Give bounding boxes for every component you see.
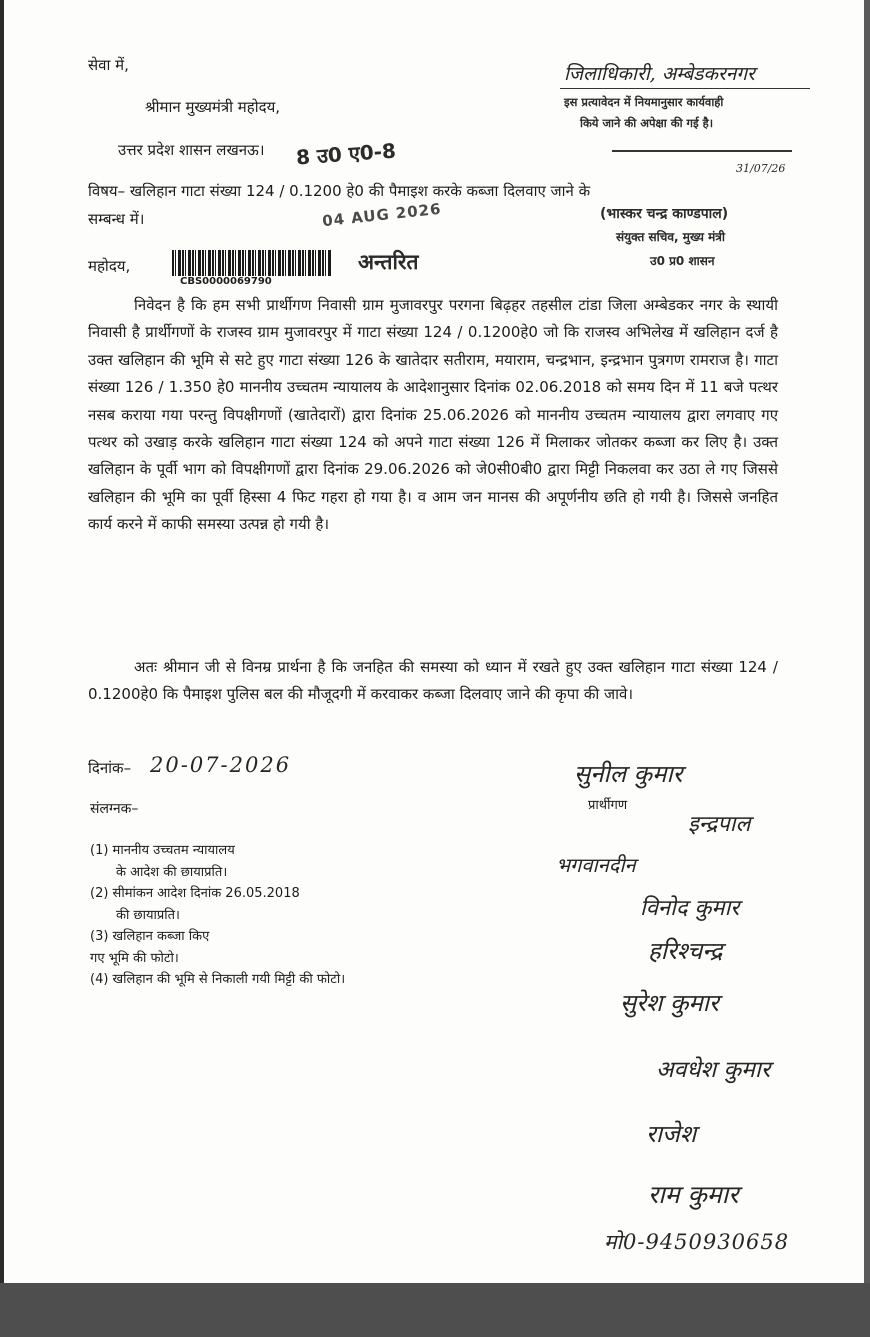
enclosure-item: (3) खलिहान कब्जा किए — [90, 929, 210, 944]
barcode-sticker — [172, 250, 332, 276]
endorsement-note-line1: इस प्रत्यावेदन में नियमानुसार कार्यवाही — [564, 95, 724, 109]
subject-line2: सम्बन्ध में। — [88, 210, 145, 228]
endorsement-note-line2: किये जाने की अपेक्षा की गई है। — [580, 116, 714, 130]
signature-3: भगवानदीन — [556, 853, 636, 877]
enclosure-item: (4) खलिहान की भूमि से निकाली गयी मिट्टी की फोटो। — [90, 972, 346, 987]
enclosure-label: संलग्नक– — [90, 801, 139, 817]
endorsement-sign-line — [612, 150, 792, 152]
contact-number: मो0-9450930658 — [604, 1230, 790, 1254]
body-paragraph-2: अतः श्रीमान जी से विनम्र प्रार्थना है कि जनहित की समस्या को ध्यान में रखते हुए उक्त खलिहान गाटा संख्या 124 / 0.1200हे0 कि पैमाइश पुलिस बल की मौजूदगी में करवाकर कब्जा दिलवाए जाने की कृपा की जावे। — [88, 658, 778, 704]
enclosure-list — [90, 840, 510, 991]
receipt-stamp-code: 8 उ0 ए0-8 — [295, 138, 397, 170]
signature-9: राम कुमार — [648, 1180, 739, 1209]
salutation: सेवा में, — [88, 56, 129, 74]
endorsement-date: 31/07/26 — [736, 162, 786, 175]
receipt-stamp-date: 04 AUG 2026 — [321, 199, 443, 231]
officer-office: उ0 प्र0 शासन — [650, 254, 715, 268]
officer-name: (भास्कर चन्द्र काण्डपाल) — [600, 206, 729, 222]
forwarded-stamp: अन्तरित — [358, 250, 419, 274]
enclosure-item: के आदेश की छायाप्रति। — [116, 864, 228, 880]
subject-line1: विषय– खलिहान गाटा संख्या 124 / 0.1200 हे0 की पैमाइश करके कब्जा दिलवाए जाने के — [88, 182, 591, 200]
signature-1: सुनील कुमार — [574, 760, 683, 788]
signature-6: सुरेश कुमार — [620, 989, 719, 1017]
date-label: दिनांक– — [88, 759, 132, 777]
officer-title: संयुक्त सचिव, मुख्य मंत्री — [616, 230, 726, 244]
scan-background — [0, 1283, 870, 1337]
body-paragraph-1: निवेदन है कि हम सभी प्रार्थीगण निवासी ग्राम मुजावरपुर परगना बिढ़हर तहसील टांडा जिला अम्बेडकर नगर के स्थायी निवासी है प्रार्थीगणों के राजस्व ग्राम मुजावरपुर में गाटा संख्या 124 / 0.1200हे0 जो कि राजस्व अभिलेख में खलिहान दर्ज है उक्त खलिहान की भूमि से सटे हुए गाटा संख्या 126 के खातेदार सतीराम, मयाराम, चन्द्रभान, इन्द्रभान पुत्रगण रामराज है। गाटा संख्या 126 / 1.350 हे0 माननीय उच्चतम न्यायालय के आदेशानुसार दिनांक 02.06.2018 को समय दिन में 11 बजे पत्थर नसब कराया गया परन्तु विपक्षीगणों (खातेदारों) द्वारा दिनांक 25.06.2026 को माननीय उच्चतम न्यायालय द्वारा लगवाए गए पत्थर को उखाड़ करके खलिहान गाटा संख्या 124 को अपने गाटा संख्या 126 में मिलाकर जोतकर कब्जा कर लिए है। उक्त खलिहान के पूर्वी भाग को विपक्षीगणों द्वारा दिनांक 29.06.2026 को जे0सी0बी0 द्वारा मिट्टी निकलवा कर उठा ले गए जिससे खलिहान की भूमि का पूर्वी हिस्सा 4 फिट गहरा हो गया है। व आम जन मानस की अपूर्णनीय छति हो गयी है। जिससे जनहित कार्य करने में काफी समस्या उत्पन्न हो गयी है। — [88, 296, 778, 534]
signature-5: हरिश्चन्द्र — [648, 937, 723, 965]
endorsement-underline — [560, 88, 810, 89]
enclosure-item: गए भूमि की फोटो। — [90, 950, 179, 966]
signature-2: इन्द्रपाल — [688, 812, 751, 837]
enclosure-item: की छायाप्रति। — [116, 907, 180, 923]
addressee-line2: उत्तर प्रदेश शासन लखनऊ। — [118, 141, 265, 159]
enclosure-item: (2) सीमांकन आदेश दिनांक 26.05.2018 — [90, 886, 300, 901]
endorsement-header: जिलाधिकारी, अम्बेडकरनगर — [564, 63, 755, 85]
petitioners-label: प्रार्थीगण — [588, 798, 628, 813]
addressee-line1: श्रीमान मुख्यमंत्री महोदय, — [145, 98, 281, 116]
date-value: 20-07-2026 — [150, 753, 292, 777]
signature-8: राजेश — [646, 1120, 697, 1148]
barcode-number: CBS0000069790 — [180, 276, 272, 287]
greeting: महोदय, — [88, 257, 131, 275]
signature-4: विनोद कुमार — [640, 896, 740, 921]
signature-7: अवधेश कुमार — [656, 1057, 771, 1083]
enclosure-item: (1) माननीय उच्चतम न्यायालय — [90, 843, 235, 858]
